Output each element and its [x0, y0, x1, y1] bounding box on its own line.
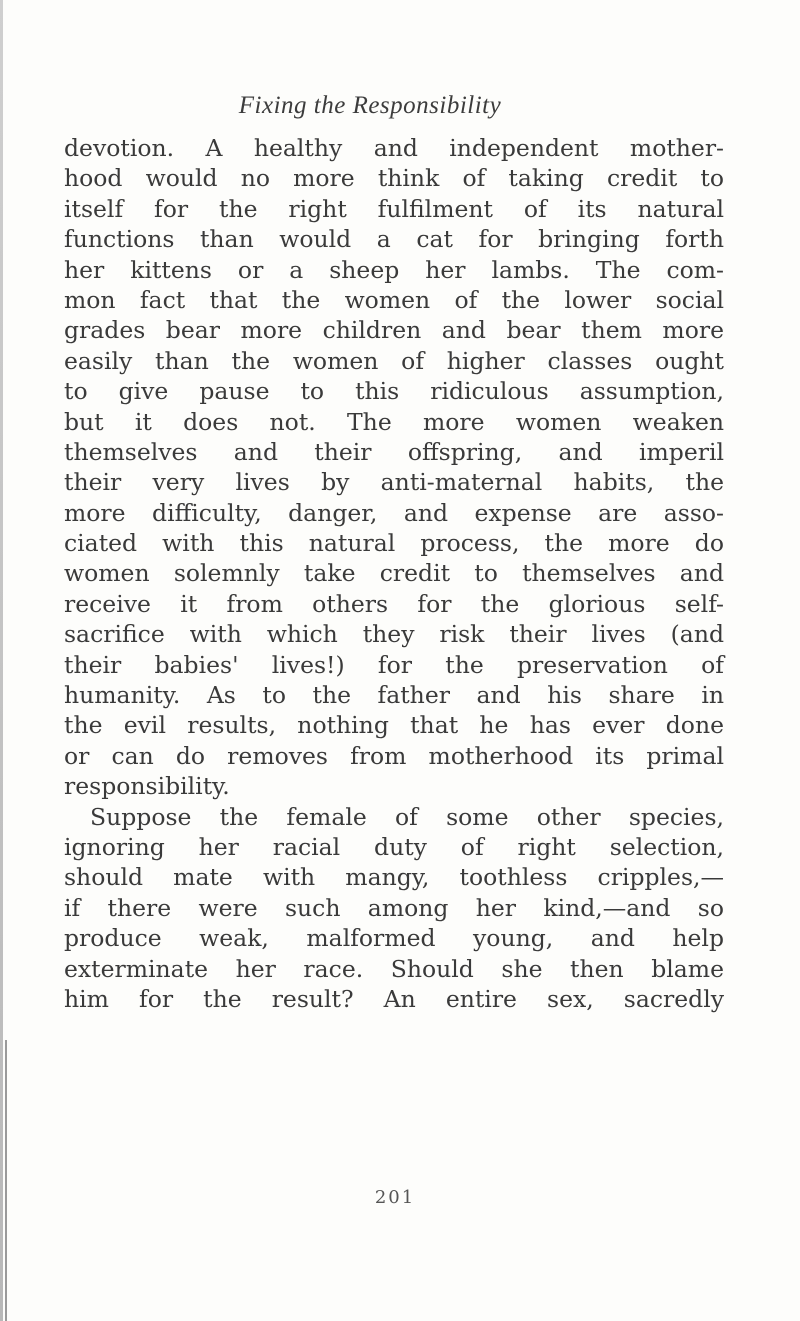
text-line: themselves and their offspring, and imperil — [64, 437, 724, 466]
text-line: devotion. A healthy and independent mother- — [64, 134, 724, 162]
text-line: hood would no more think of taking credit to — [64, 164, 724, 193]
text-line: itself for the right fulfilment of its natural — [64, 194, 724, 223]
text-line: if there were such among her kind,—and so — [64, 893, 724, 922]
body-text — [64, 133, 724, 1014]
text-line: ciated with this natural process, the more do — [64, 529, 724, 558]
text-line: exterminate her race. Should she then blame — [64, 954, 724, 983]
text-line: should mate with mangy, toothless cripples,— — [64, 863, 724, 892]
text-line: responsibility. — [64, 772, 230, 801]
text-line: humanity. As to the father and his share in — [64, 681, 724, 710]
text-line: him for the result? An entire sex, sacredly — [64, 984, 724, 1013]
text-line: the evil results, nothing that he has ever done — [64, 711, 724, 740]
text-line: grades bear more children and bear them more — [64, 316, 724, 345]
text-line: or can do removes from motherhood its primal — [64, 741, 724, 770]
text-line: their babies' lives!) for the preservation of — [64, 650, 724, 679]
page-edge-shadow — [5, 1040, 7, 1321]
page-number: 201 — [374, 1187, 416, 1208]
text-line: receive it from others for the glorious self- — [64, 589, 724, 618]
text-line: more difficulty, danger, and expense are asso- — [64, 498, 724, 527]
text-line: their very lives by anti-maternal habits, the — [64, 468, 724, 497]
text-line: to give pause to this ridiculous assumption, — [64, 377, 724, 406]
page-edge — [0, 0, 3, 1321]
text-line: functions than would a cat for bringing forth — [64, 225, 724, 254]
text-line: mon fact that the women of the lower social — [64, 285, 724, 314]
text-line: women solemnly take credit to themselves and — [64, 559, 724, 588]
text-line: produce weak, malformed young, and help — [64, 924, 724, 953]
running-head: Fixing the Responsibility — [238, 92, 502, 119]
text-line: her kittens or a sheep her lambs. The com- — [64, 255, 724, 284]
text-line: easily than the women of higher classes ought — [64, 346, 724, 375]
text-line: sacrifice with which they risk their lives (and — [64, 620, 724, 649]
text-line: but it does not. The more women weaken — [64, 407, 724, 436]
text-line: Suppose the female of some other species, — [90, 802, 724, 831]
text-line: ignoring her racial duty of right selection, — [64, 832, 724, 861]
